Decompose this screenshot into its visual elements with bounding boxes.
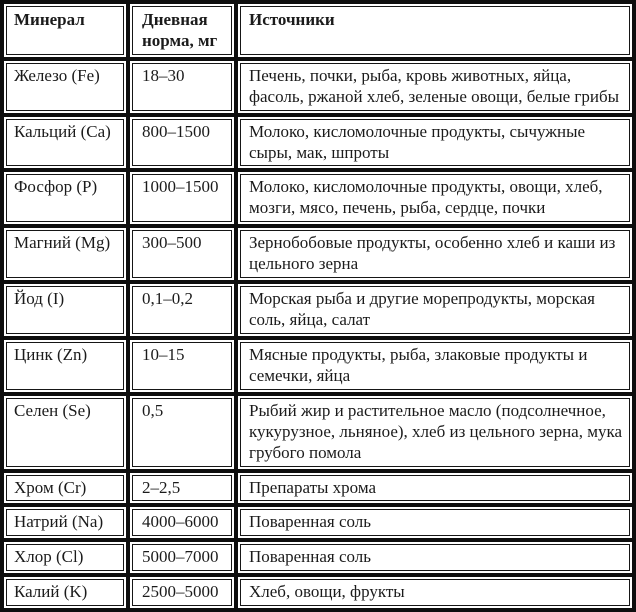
norm-value: 1000–1500 — [132, 174, 232, 222]
mineral-cell — [4, 473, 126, 504]
norm-cell — [130, 542, 234, 573]
sources-cell — [238, 507, 632, 538]
mineral-name: Железо (Fe) — [6, 63, 124, 111]
sources-text: Рыбий жир и растительное масло (подсолнечное, кукурузное, льняное), хлеб из цельного зерна, мука грубого помола — [240, 398, 630, 467]
norm-value: 0,1–0,2 — [132, 286, 232, 334]
sources-text: Морская рыба и другие морепродукты, морская соль, яйца, салат — [240, 286, 630, 334]
sources-cell — [238, 473, 632, 504]
sources-cell — [238, 284, 632, 336]
mineral-cell — [4, 396, 126, 469]
norm-value: 4000–6000 — [132, 509, 232, 536]
mineral-cell — [4, 340, 126, 392]
norm-value: 300–500 — [132, 230, 232, 278]
norm-value: 10–15 — [132, 342, 232, 390]
mineral-cell — [4, 172, 126, 224]
sources-text: Зернобобовые продукты, особенно хлеб и каши из цельного зерна — [240, 230, 630, 278]
mineral-name: Магний (Mg) — [6, 230, 124, 278]
mineral-name: Цинк (Zn) — [6, 342, 124, 390]
mineral-name: Йод (I) — [6, 286, 124, 334]
mineral-cell — [4, 117, 126, 169]
mineral-cell — [4, 507, 126, 538]
mineral-name: Натрий (Na) — [6, 509, 124, 536]
norm-value: 2500–5000 — [132, 579, 232, 606]
mineral-name: Хром (Cr) — [6, 475, 124, 502]
norm-value: 18–30 — [132, 63, 232, 111]
header-label-sources: Источники — [240, 6, 630, 55]
sources-cell — [238, 577, 632, 608]
norm-cell — [130, 117, 234, 169]
mineral-name: Кальций (Ca) — [6, 119, 124, 167]
mineral-name: Хлор (Cl) — [6, 544, 124, 571]
norm-cell — [130, 507, 234, 538]
sources-text: Хлеб, овощи, фрукты — [240, 579, 630, 606]
header-cell-daily-norm — [130, 4, 234, 57]
header-cell-mineral — [4, 4, 126, 57]
mineral-name: Калий (K) — [6, 579, 124, 606]
sources-text: Молоко, кисломолочные продукты, овощи, хлеб, мозги, мясо, печень, рыба, сердце, почки — [240, 174, 630, 222]
norm-cell — [130, 172, 234, 224]
norm-cell — [130, 396, 234, 469]
norm-value: 5000–7000 — [132, 544, 232, 571]
sources-text: Молоко, кисломолочные продукты, сычужные сыры, мак, шпроты — [240, 119, 630, 167]
mineral-name: Фосфор (P) — [6, 174, 124, 222]
mineral-name: Селен (Se) — [6, 398, 124, 467]
sources-text: Мясные продукты, рыба, злаковые продукты и семечки, яйца — [240, 342, 630, 390]
header-label-daily-norm: Дневная норма, мг — [132, 6, 232, 55]
norm-cell — [130, 577, 234, 608]
sources-cell — [238, 542, 632, 573]
sources-text: Печень, почки, рыба, кровь животных, яйца, фасоль, ржаной хлеб, зеленые овощи, белые грибы — [240, 63, 630, 111]
norm-cell — [130, 228, 234, 280]
mineral-cell — [4, 228, 126, 280]
sources-text: Поваренная соль — [240, 544, 630, 571]
sources-text: Поваренная соль — [240, 509, 630, 536]
header-cell-sources — [238, 4, 632, 57]
mineral-cell — [4, 284, 126, 336]
norm-value: 800–1500 — [132, 119, 232, 167]
sources-cell — [238, 396, 632, 469]
norm-cell — [130, 61, 234, 113]
header-label-mineral: Минерал — [6, 6, 124, 55]
norm-value: 2–2,5 — [132, 475, 232, 502]
norm-value: 0,5 — [132, 398, 232, 467]
norm-cell — [130, 284, 234, 336]
sources-cell — [238, 117, 632, 169]
norm-cell — [130, 340, 234, 392]
sources-cell — [238, 228, 632, 280]
sources-cell — [238, 172, 632, 224]
mineral-cell — [4, 542, 126, 573]
sources-cell — [238, 340, 632, 392]
mineral-cell — [4, 577, 126, 608]
sources-cell — [238, 61, 632, 113]
sources-text: Препараты хрома — [240, 475, 630, 502]
mineral-cell — [4, 61, 126, 113]
norm-cell — [130, 473, 234, 504]
